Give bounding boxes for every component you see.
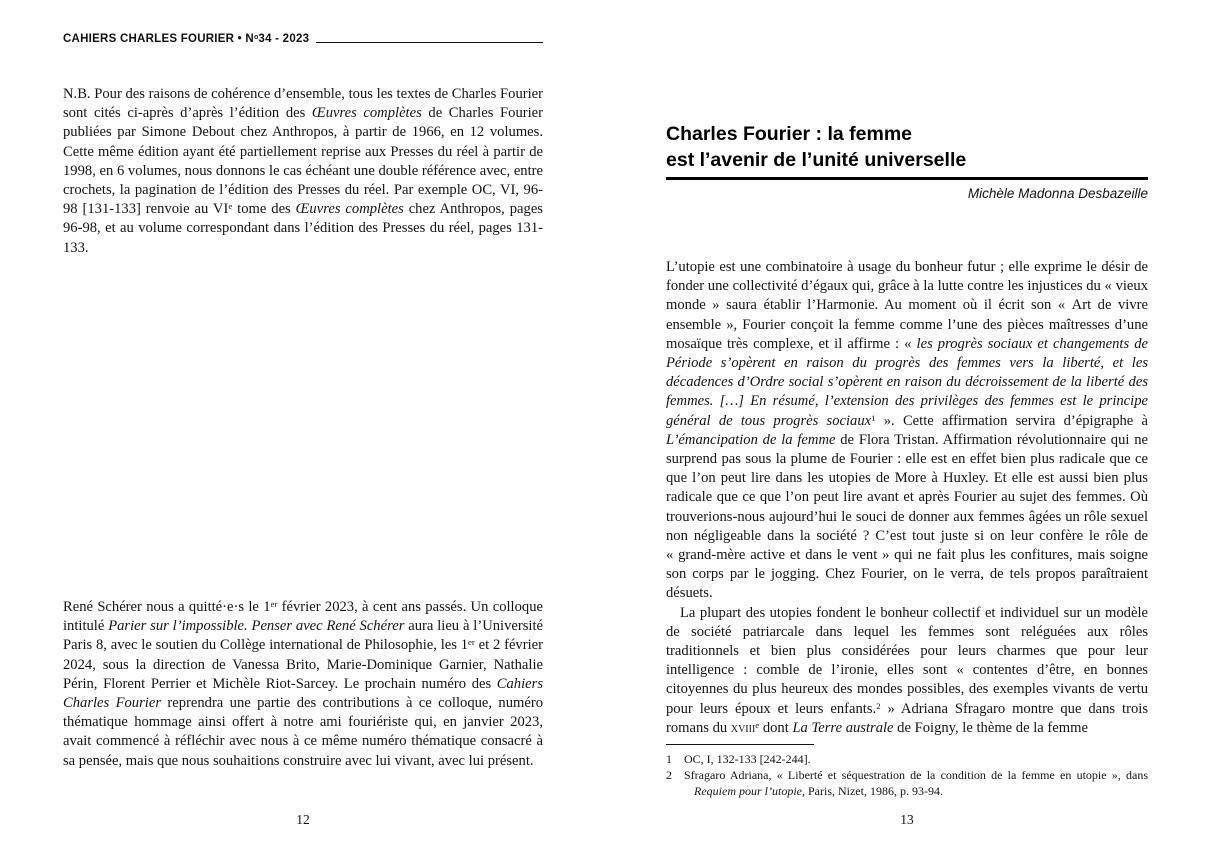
right-page xyxy=(666,0,1148,858)
footnote-2 xyxy=(666,768,1148,800)
footnote-1-number: 1 xyxy=(666,752,672,766)
article-title xyxy=(666,121,1148,173)
footnote-1-text: OC, I, 132-133 [242-244]. xyxy=(684,752,811,766)
footnote-separator-rule xyxy=(666,744,814,745)
running-head-rule xyxy=(316,42,543,43)
article-paragraph-1: L’utopie est une combinatoire à usage du bonheur futur ; elle exprime le désir de fonder une collectivité d’égaux qui, grâce à la lutte contre les injustices du « vieux monde » saura établir l’Harmonie. Au moment où il écrit son « Art de vivre ensemble », Fourier conçoit la femme comme l’une des pièces maîtresses d’une mosaïque très complexe, et il affirme : « les progrès sociaux et changements de Période s’opèrent en raison du progrès des femmes vers la liberté, et les décadences d’Ordre social s’opèrent en raison du décroissement de la liberté des femmes. […] En résumé, l’extension des privilèges des femmes est le principe général de tous progrès sociaux$^1$ ». Cette affirmation servira d’épigraphe à L’émancipation de la femme de Flora Tristan. Affirmation révolutionnaire qui ne surprend pas sous la plume de Fourier : elle est en effet bien plus radicale que ce que l’on peut lire dans les utopies de More à Huxley. Et elle est aussi bien plus radicale que ce que l’on peut lire avant et après Fourier au sujet des femmes. Où trouverions-nous aujourd’hui le souci de donner aux femmes âgées un rôle sexuel non négligeable dans la société ? C’est tout juste si on leur confère le rôle de « grand-mère active et dans le vent » qui ne fait plus les confitures, mais soigne son corps par le jogging. Chez Fourier, on le verra, de tels propos paraîtraient désuets. xyxy=(666,259,1148,602)
editorial-note-paragraph: N.B. Pour des raisons de cohérence d’ensemble, tous les textes de Charles Fourier sont cités ci-après d’après l’édition des Œuvres complètes de Charles Fourier publiées par Simone Debout chez Anthropos, à partir de 1966, en 12 volumes. Cette même édition ayant été partiellement reprise aux Presses du réel à partir de 1998, en 6 volumes, nous donnons le cas échéant une double référence avec, entre crochets, la pagination de l’édition des Presses du réel. Par exemple OC, VI, 96-98 [131-133] renvoie au VIe tome des Œuvres complètes chez Anthropos, pages 96-98, et au volume correspondant dans l’édition des Presses du réel, pages 131-133. xyxy=(63,86,543,256)
article-paragraph-2: La plupart des utopies fondent le bonheur collectif et individuel sur un modèle de société patriarcale dans lequel les femmes sont reléguées aux rôles traditionnels et bien plus considérées pour leurs charmes que pour leur intelligence : comble de l’ironie, elles sont « contentes d’être, en bonnes citoyennes du plus heureux des mondes possibles, des exemples vivants de vertu pour leurs époux et leurs enfants.$^2$ » Adriana Sfragaro montre que dans trois romans du xviii$^e$ dont La Terre australe de Foigny, le thème de la femme xyxy=(666,604,1148,736)
running-head-text: CAHIERS CHARLES FOURIER • $N^o34 - 2023$ xyxy=(63,33,310,45)
title-rule xyxy=(666,177,1148,180)
article-author: Michèle Madonna Desbazeille xyxy=(967,186,1148,201)
article-title-line-2: est l’avenir de l’unité universelle xyxy=(666,149,967,171)
footnote-2-number: 2 xyxy=(666,767,672,782)
article-title-line-1: Charles Fourier : la femme xyxy=(666,123,912,145)
article-body xyxy=(666,258,1148,738)
page-number-left: 12 xyxy=(296,812,310,827)
running-head xyxy=(63,33,543,45)
page-number-right: 13 xyxy=(900,812,914,827)
scherer-obituary-paragraph: René Schérer nous a quitté·e·s le 1er février 2023, à cent ans passés. Un colloque intitulé Parier sur l’impossible. Penser avec René Schérer aura lieu à l’Université Paris 8, avec le soutien du Collège international de Philosophie, les 1er et 2 février 2024, sous la direction de Vanessa Brito, Marie-Dominique Garnier, Nathalie Périn, Florent Perrier et Michèle Riot-Sarcey. Le prochain numéro des Cahiers Charles Fourier reprendra une partie des contributions à ce colloque, numéro thématique hommage ainsi offert à notre ami fouriériste qui, en janvier 2023, avait commencé à réfléchir avec nous à ce même numéro thématique consacré à sa pensée, mais que nous souhaitions construire avec lui vivant, avec lui présent. xyxy=(63,599,543,769)
footnotes xyxy=(666,752,1148,799)
left-page xyxy=(63,0,543,858)
footnote-2-text: Sfragaro Adriana, « Liberté et séquestration de la condition de la femme en utopie », dans Requiem pour l’utopie, Paris, Nizet, 1986, p. 93-94. xyxy=(684,767,1148,798)
footnote-1 xyxy=(666,752,1148,768)
